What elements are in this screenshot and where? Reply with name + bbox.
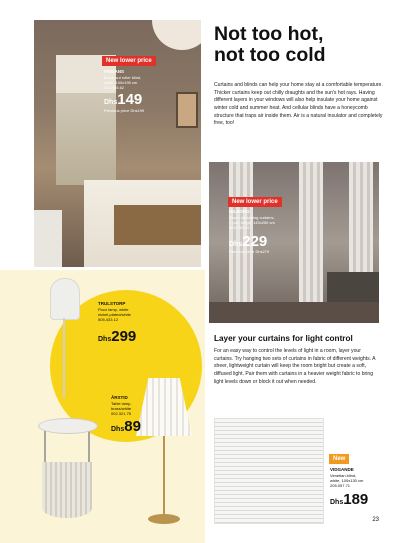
lamp1-name: TRULSTORP <box>98 301 126 306</box>
floor-lamp-pole <box>63 318 65 398</box>
lamp1-desc: Floor lamp, white nickel-plated/white 505.433.12 <box>98 307 131 323</box>
table-lamp-base <box>148 514 180 524</box>
blind-price: Dhs189 <box>330 491 369 508</box>
table-top <box>38 418 98 434</box>
promo1-tag: New lower price <box>102 56 156 66</box>
promo2-tag: New lower price <box>228 197 282 207</box>
wall-picture <box>176 92 198 128</box>
lamp2-price: Dhs89 <box>111 418 141 435</box>
promo1-previous-price: Previous price Dhs199 <box>104 108 145 113</box>
promo2-price: Dhs229 <box>229 233 268 250</box>
sofa <box>327 272 379 302</box>
curtain-middle <box>299 162 323 323</box>
promo2-name: HILBORG <box>229 209 250 214</box>
nightstand <box>34 210 62 267</box>
section-body-text: For an easy way to control the levels of light in a room, layer your curtains. Try hanging two sets of curtains in fabric of different weights. A sheer, lightweight curtain will keep the room bright but create a soft, diffused light. Pair them with curtains in a heavier weight fabric to bring light levels down or block it out when needed. <box>214 348 376 385</box>
promo2-previous-price: Previous price Dhs279 <box>229 249 270 254</box>
page-headline: Not too hot, not too cold <box>214 23 326 67</box>
intro-text: Curtains and blinds can help your home stay at a comfortable temperature. Thicker curtains keep out chilly draughts and the sun's hot rays. Having different layers in your windows will also help insulate your home against winter cold and summer heat. And cellular blinds have a honeycomb structure that traps air inside them. Air is a natural insulator and completely free, too! <box>214 82 383 127</box>
table-lamp-pole <box>163 436 165 516</box>
venetian-blind-image <box>214 418 324 524</box>
promo1-name: FRIDANS <box>104 69 124 74</box>
promo2-desc: Room darkening curtains, 1 pair, beige, 145x250 cm 903.756.14 <box>229 215 275 231</box>
lamp2-name: ÅRSTID <box>111 395 128 400</box>
pendant-lamp <box>152 20 201 50</box>
floor-lamp-table <box>38 400 96 520</box>
floor-lamp-shade <box>50 278 80 320</box>
promo1-desc: Block-out roller blind, white, 100x195 cm 203.965.62 <box>104 75 142 91</box>
lamp2-desc: Table lamp, brass/white 002.321.75 <box>111 401 132 417</box>
floor <box>209 302 379 323</box>
lamp1-price: Dhs299 <box>98 328 137 345</box>
section-subheading: Layer your curtains for light control <box>214 334 353 343</box>
table-storage <box>42 462 92 518</box>
bed-throw <box>114 205 201 245</box>
blind-name: VIDGANDE <box>330 467 354 472</box>
blind-desc: Venetian blind, white, 100x130 cm 205.057.71 <box>330 473 364 489</box>
blind-new-tag: New <box>329 454 349 464</box>
page-number: 23 <box>372 517 379 523</box>
promo1-price: Dhs149 <box>104 91 143 108</box>
